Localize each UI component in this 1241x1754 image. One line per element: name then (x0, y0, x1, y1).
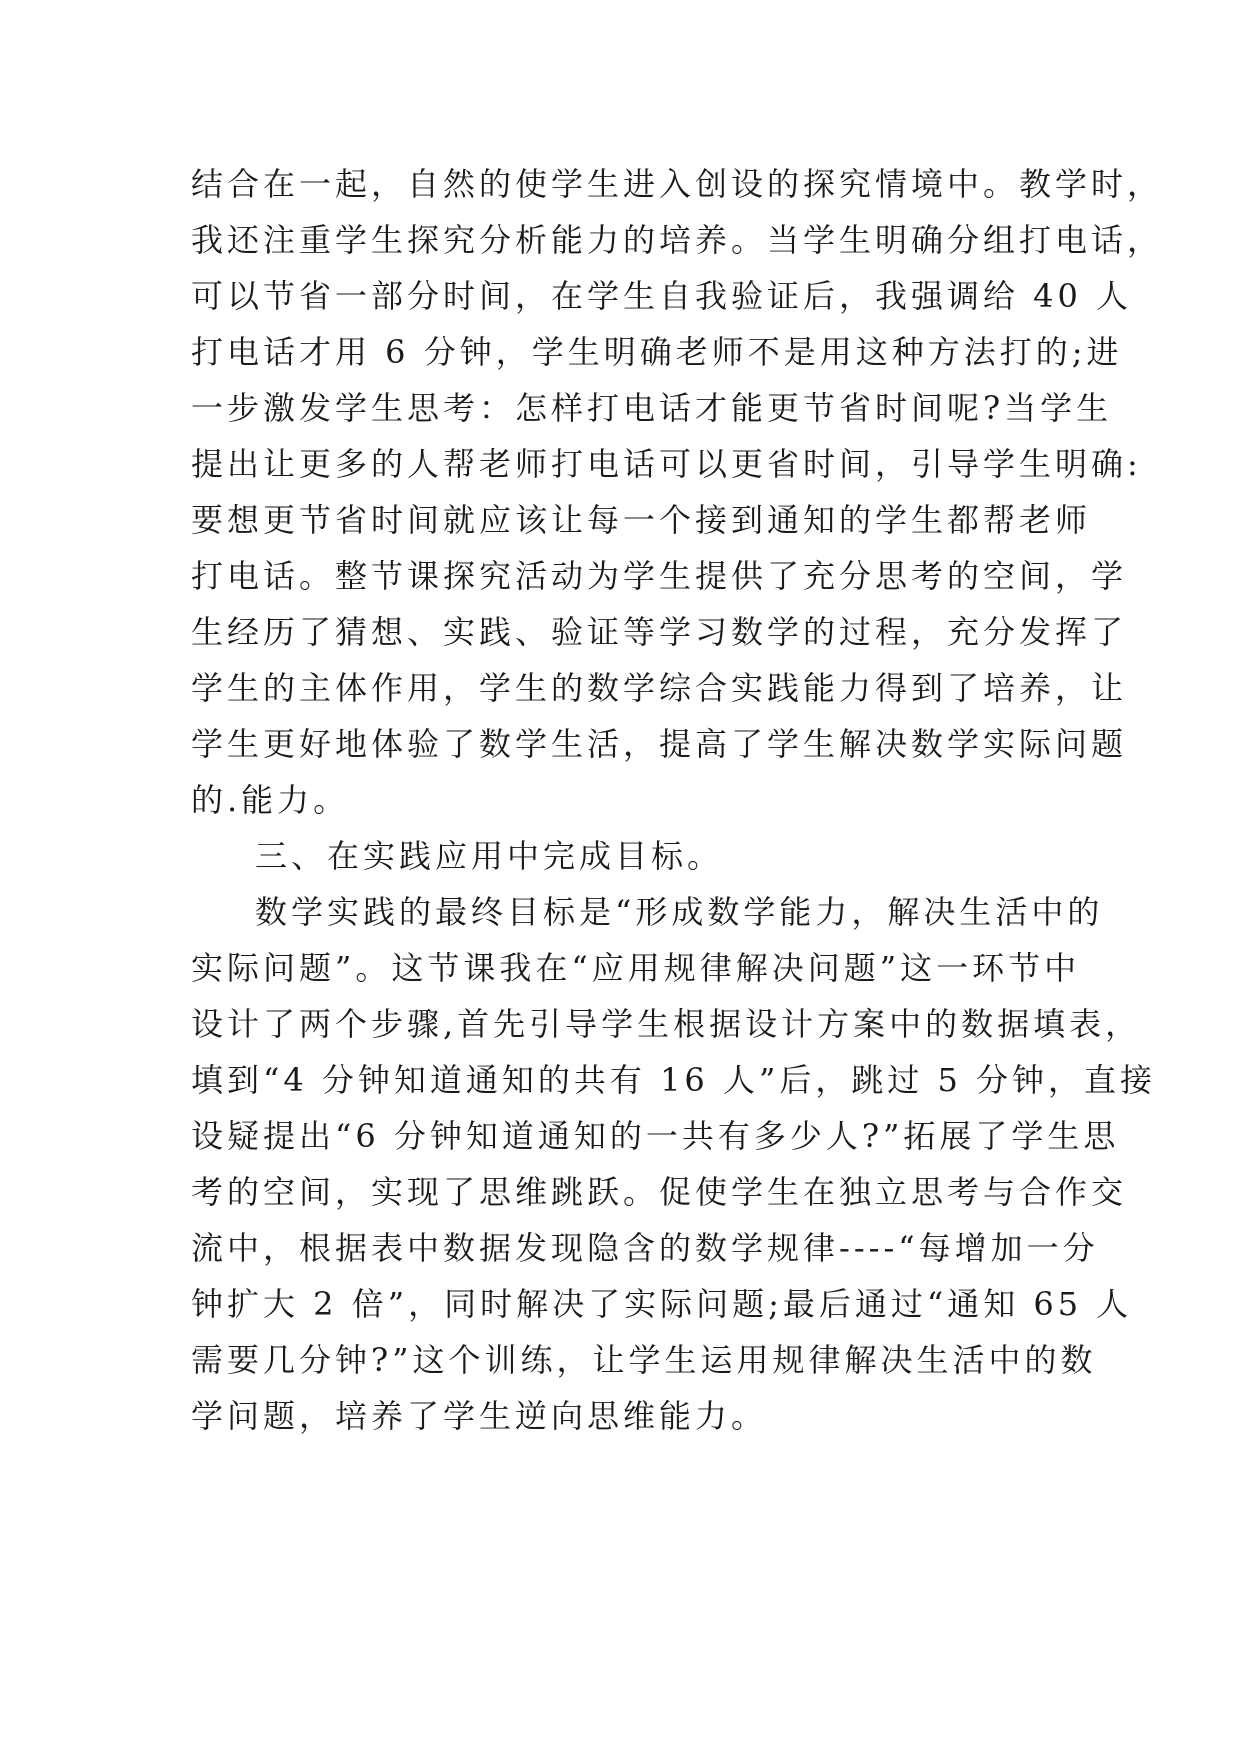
text-line: 打电话才用 6 分钟，学生明确老师不是用这种方法打的;进 (191, 333, 1123, 371)
text-line: 学生更好地体验了数学生活，提高了学生解决数学实际问题 (191, 725, 1128, 763)
text-line: 钟扩大 2 倍”，同时解决了实际问题;最后通过“通知 65 人 (191, 1285, 1133, 1323)
text-line: 打电话。整节课探究活动为学生提供了充分思考的空间，学 (191, 557, 1128, 595)
body-text (191, 156, 1164, 1444)
text-line: 设疑提出“6 分钟知道通知的一共有多少人?”拓展了学生思 (191, 1117, 1120, 1155)
text-line: 要想更节省时间就应该让每一个接到通知的学生都帮老师 (191, 501, 1092, 539)
text-line: 提出让更多的人帮老师打电话可以更省时间，引导学生明确: (191, 445, 1142, 483)
text-line: 生经历了猜想、实践、验证等学习数学的过程，充分发挥了 (191, 613, 1128, 651)
text-line: 结合在一起，自然的使学生进入创设的探究情境中。教学时， (191, 165, 1164, 203)
text-line: 学问题，培养了学生逆向思维能力。 (191, 1397, 768, 1435)
text-line: 我还注重学生探究分析能力的培养。当学生明确分组打电话， (191, 221, 1164, 259)
text-line: 学生的主体作用，学生的数学综合实践能力得到了培养，让 (191, 669, 1128, 707)
paragraph-first-line: 数学实践的最终目标是“形成数学能力，解决生活中的 (255, 893, 1104, 931)
text-line: 设计了两个步骤,首先引导学生根据设计方案中的数据填表， (191, 1005, 1142, 1043)
text-line: 可以节省一部分时间，在学生自我验证后，我强调给 40 人 (191, 277, 1133, 315)
text-line: 流中，根据表中数据发现隐含的数学规律----“每增加一分 (191, 1229, 1099, 1267)
text-line: 需要几分钟?”这个训练，让学生运用规律解决生活中的数 (191, 1341, 1097, 1379)
section-heading: 三、在实践应用中完成目标。 (255, 837, 724, 875)
text-line: 实际问题”。这节课我在“应用规律解决问题”这一环节中 (191, 949, 1081, 987)
text-line: 一步激发学生思考：怎样打电话才能更节省时间呢?当学生 (191, 389, 1113, 427)
text-line: 的.能力。 (191, 781, 350, 819)
text-line: 填到“4 分钟知道通知的共有 16 人”后，跳过 5 分钟，直接 (191, 1061, 1157, 1099)
text-line: 考的空间，实现了思维跳跃。促使学生在独立思考与合作交 (191, 1173, 1128, 1211)
